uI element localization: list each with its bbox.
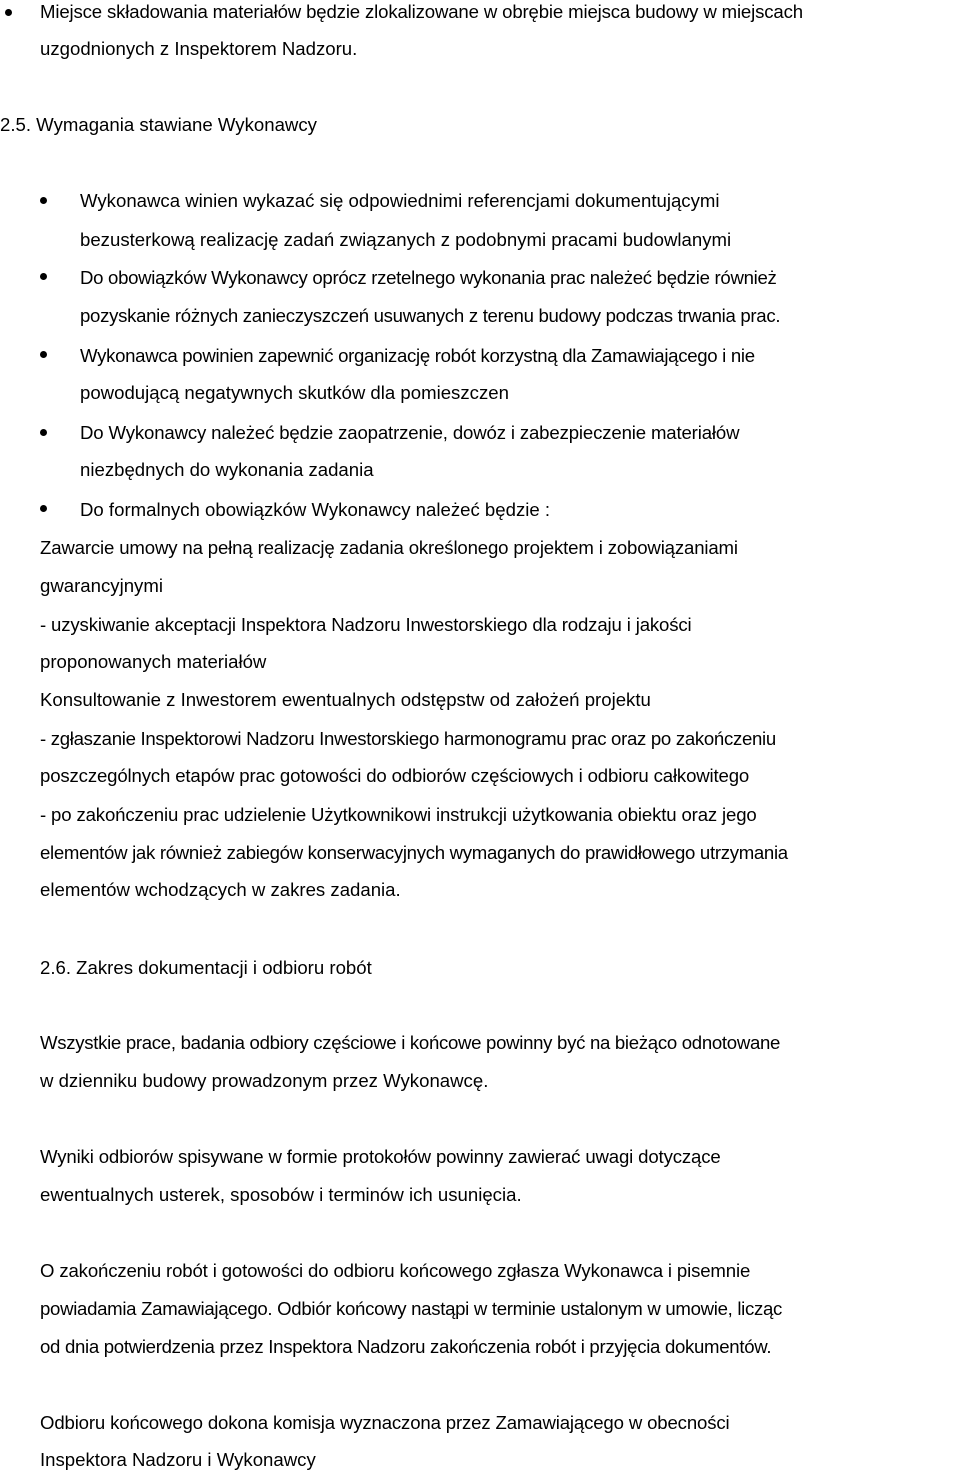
bullet-icon	[40, 351, 47, 358]
duty-line: - uzyskiwanie akceptacji Inspektora Nadzoru Inwestorskiego dla rodzaju i jakości	[40, 614, 692, 635]
list-item-line-2: powodującą negatywnych skutków dla pomieszczen	[80, 382, 509, 403]
section-2-6-heading: 2.6. Zakres dokumentacji i odbioru robót	[40, 957, 372, 978]
list-item-line-1: Do formalnych obowiązków Wykonawcy należeć będzie :	[80, 499, 551, 520]
list-item-line-2: niezbędnych do wykonania zadania	[80, 459, 374, 480]
duty-line: Konsultowanie z Inwestorem ewentualnych odstępstw od założeń projektu	[40, 689, 651, 710]
paragraph-line: w dzienniku budowy prowadzonym przez Wykonawcę.	[40, 1070, 489, 1091]
list-item-line-2: pozyskanie różnych zanieczyszczeń usuwanych z terenu budowy podczas trwania prac.	[80, 305, 781, 326]
paragraph-line: Odbioru końcowego dokona komisja wyznaczona przez Zamawiającego w obecności	[40, 1412, 730, 1433]
paragraph-line: ewentualnych usterek, sposobów i terminów ich usunięcia.	[40, 1184, 522, 1205]
list-item-line-1: Wykonawca winien wykazać się odpowiednimi referencjami dokumentującymi	[80, 190, 720, 211]
list-item-line-1: Wykonawca powinien zapewnić organizację robót korzystną dla Zamawiającego i nie	[80, 345, 755, 366]
paragraph-line: powiadamia Zamawiającego. Odbiór końcowy nastąpi w terminie ustalonym w umowie, licząc	[40, 1298, 783, 1319]
duty-line: - zgłaszanie Inspektorowi Nadzoru Inwestorskiego harmonogramu prac oraz po zakończeniu	[40, 728, 776, 749]
bullet-icon	[40, 273, 47, 280]
paragraph-line: Wyniki odbiorów spisywane w formie protokołów powinny zawierać uwagi dotyczące	[40, 1146, 721, 1167]
paragraph-line: Wszystkie prace, badania odbiory częściowe i końcowe powinny być na bieżąco odnotowane	[40, 1032, 781, 1053]
paragraph-line: od dnia potwierdzenia przez Inspektora Nadzoru zakończenia robót i przyjęcia dokumentów.	[40, 1336, 772, 1357]
list-item-line-1: Do Wykonawcy należeć będzie zaopatrzenie, dowóz i zabezpieczenie materiałów	[80, 422, 740, 443]
duty-line: gwarancyjnymi	[40, 575, 163, 596]
section-2-5-heading: 2.5. Wymagania stawiane Wykonawcy	[0, 114, 317, 135]
storage-bullet-line-1: Miejsce składowania materiałów będzie zlokalizowane w obrębie miejsca budowy w miejscach	[40, 1, 803, 22]
duty-line: elementów jak również zabiegów konserwacyjnych wymaganych do prawidłowego utrzymania	[40, 842, 788, 863]
duty-line: Zawarcie umowy na pełną realizację zadania określonego projektem i zobowiązaniami	[40, 537, 738, 558]
list-item-line-2: bezusterkową realizację zadań związanych z podobnymi pracami budowlanymi	[80, 229, 732, 250]
duty-line: elementów wchodzących w zakres zadania.	[40, 879, 401, 900]
duty-line: poszczególnych etapów prac gotowości do odbiorów częściowych i odbioru całkowitego	[40, 765, 750, 786]
bullet-icon	[40, 429, 47, 436]
bullet-icon	[40, 505, 47, 512]
duty-line: proponowanych materiałów	[40, 651, 267, 672]
paragraph-line: O zakończeniu robót i gotowości do odbioru końcowego zgłasza Wykonawca i pisemnie	[40, 1260, 751, 1281]
bullet-icon	[40, 197, 47, 204]
bullet-icon	[5, 9, 12, 16]
paragraph-line: Inspektora Nadzoru i Wykonawcy	[40, 1449, 316, 1470]
duty-line: - po zakończeniu prac udzielenie Użytkownikowi instrukcji użytkowania obiektu oraz jego	[40, 804, 757, 825]
storage-bullet-line-2: uzgodnionych z Inspektorem Nadzoru.	[40, 38, 358, 59]
list-item-line-1: Do obowiązków Wykonawcy oprócz rzetelnego wykonania prac należeć będzie również	[80, 267, 777, 288]
